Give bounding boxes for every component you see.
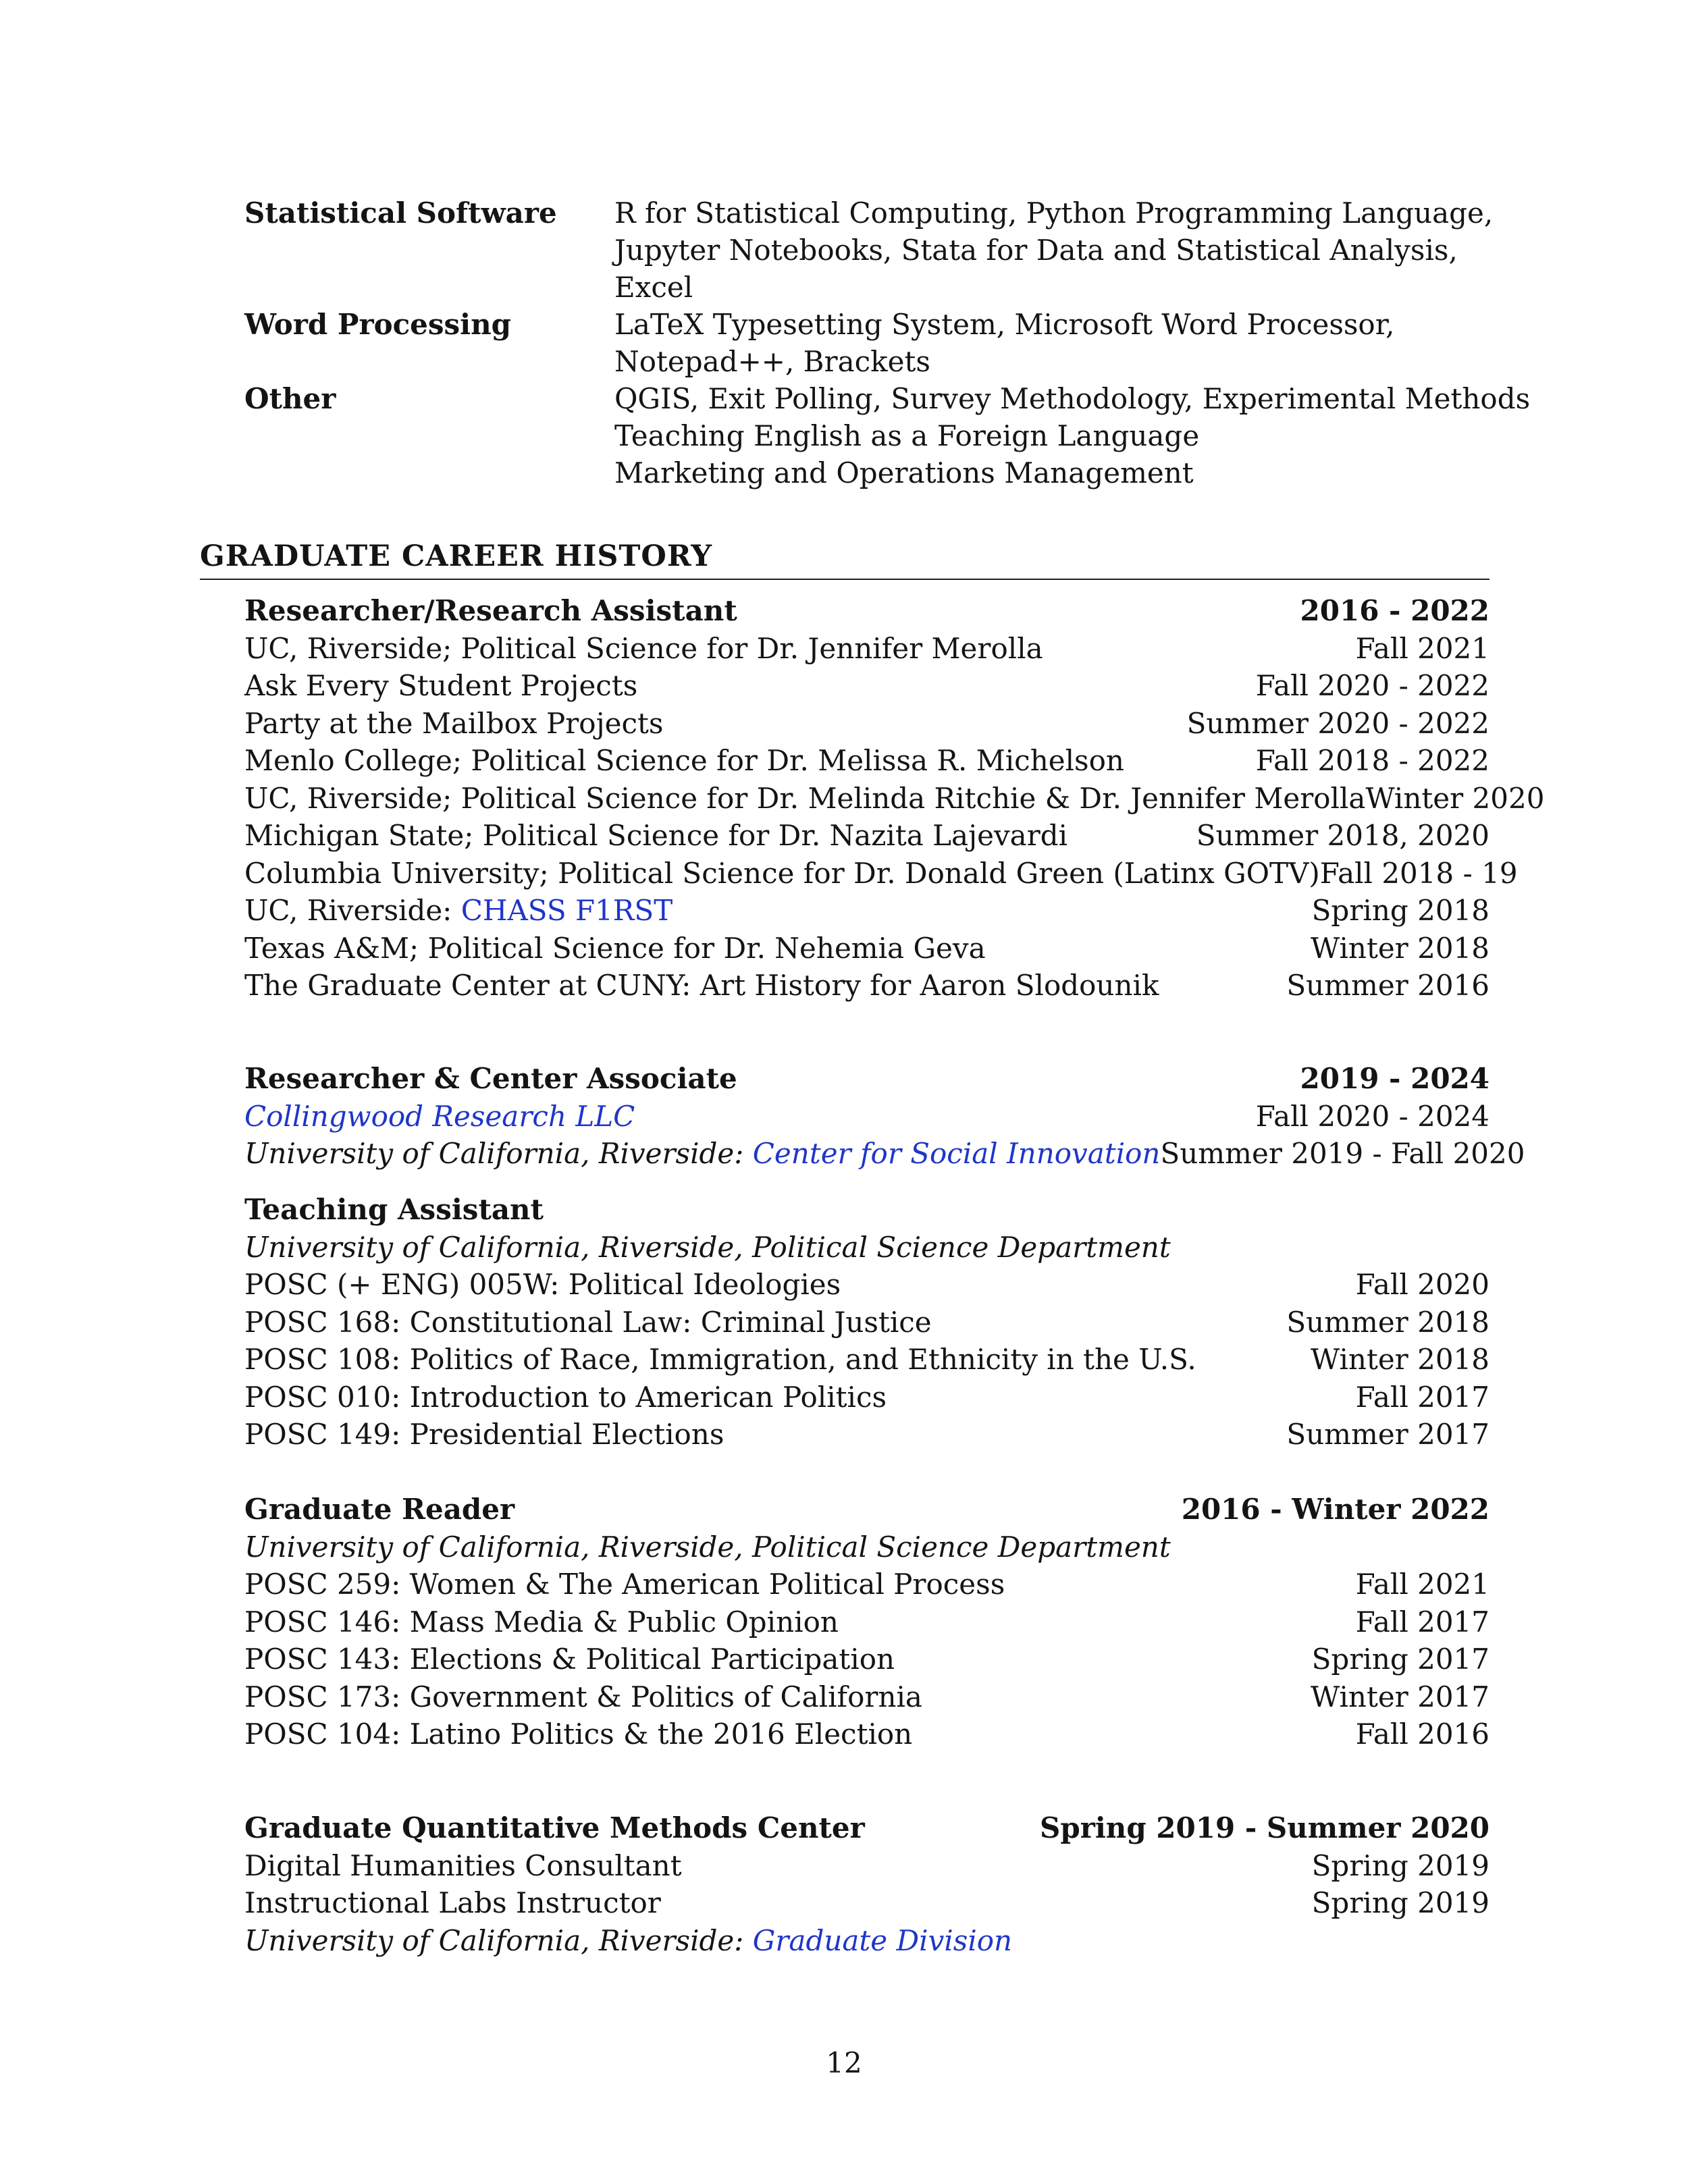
- skill-line: Teaching English as a Foreign Language: [614, 419, 1200, 452]
- list-item: [244, 967, 1489, 1005]
- item-date: Fall 2017: [1355, 1605, 1489, 1639]
- department-line: [244, 1229, 1489, 1267]
- item-date: Spring 2017: [1311, 1643, 1489, 1676]
- skill-items: [614, 194, 1527, 306]
- entry-dates: 2016 - 2022: [1300, 594, 1489, 627]
- skill-label: Word Processing: [244, 308, 512, 341]
- skill-items: [614, 380, 1530, 491]
- list-item: [244, 630, 1489, 668]
- item-text: Michigan State; Political Science for Dr. Nazita Lajevardi: [244, 819, 1068, 852]
- skill-row-word-processing: [244, 306, 1527, 380]
- entry-title: Researcher/Research Assistant: [244, 594, 737, 627]
- item-date: Fall 2020: [1355, 1268, 1489, 1301]
- department-line: [244, 1528, 1489, 1566]
- skill-line: Marketing and Operations Management: [614, 456, 1194, 489]
- item-text-with-link: [244, 1922, 1012, 1960]
- entry-title: Teaching Assistant: [244, 1193, 544, 1226]
- item-date: Summer 2020 - 2022: [1186, 706, 1489, 740]
- item-text-with-link: [244, 892, 672, 930]
- page-number: 12: [826, 2046, 862, 2079]
- item-date: Fall 2020 - 2024: [1255, 1099, 1489, 1133]
- item-text: Instructional Labs Instructor: [244, 1886, 661, 1919]
- chass-first-link[interactable]: CHASS F1RST: [460, 894, 673, 927]
- section-title: GRADUATE CAREER HISTORY: [200, 539, 712, 573]
- section-divider: [200, 579, 1489, 580]
- list-item: [244, 667, 1489, 705]
- list-item: [244, 1847, 1489, 1885]
- center-social-innovation-link[interactable]: Center for Social Innovation: [752, 1137, 1161, 1170]
- entry-dates: Spring 2019 - Summer 2020: [1040, 1811, 1489, 1844]
- item-text: The Graduate Center at CUNY: Art History for Aaron Slodounik: [244, 969, 1159, 1002]
- skill-line: Notepad++, Brackets: [614, 345, 930, 378]
- teaching-assistant-block: [244, 1191, 1489, 1454]
- item-text: Digital Humanities Consultant: [244, 1848, 682, 1882]
- item-date: Winter 2017: [1311, 1680, 1489, 1713]
- list-item: [244, 1641, 1489, 1678]
- item-text: University of California, Riverside:: [244, 1137, 753, 1170]
- item-text: Ask Every Student Projects: [244, 669, 638, 702]
- item-date: Fall 2016: [1355, 1717, 1489, 1751]
- skill-label: Statistical Software: [244, 196, 557, 230]
- center-associate-block: [244, 1060, 1525, 1173]
- entry-title: Researcher & Center Associate: [244, 1062, 737, 1095]
- item-text: POSC 010: Introduction to American Politics: [244, 1380, 887, 1414]
- item-date: Winter 2020: [1365, 781, 1545, 815]
- entry-title: Graduate Reader: [244, 1493, 515, 1526]
- item-date: Summer 2016: [1286, 969, 1489, 1002]
- skill-line: Excel: [614, 271, 693, 304]
- item-text: Texas A&M; Political Science for Dr. Nehemia Geva: [244, 931, 986, 965]
- item-date: Winter 2018: [1311, 931, 1489, 965]
- list-item: [244, 1379, 1489, 1416]
- skill-row-statistical-software: [244, 194, 1527, 306]
- item-text: POSC 168: Constitutional Law: Criminal Justice: [244, 1305, 932, 1339]
- item-text: POSC 149: Presidential Elections: [244, 1418, 724, 1451]
- item-text: POSC 173: Government & Politics of California: [244, 1680, 922, 1713]
- list-item: [244, 705, 1489, 743]
- list-item: [244, 1098, 1489, 1136]
- item-date: Spring 2019: [1311, 1848, 1489, 1882]
- item-text: Menlo College; Political Science for Dr. Melissa R. Michelson: [244, 744, 1124, 777]
- item-date: Spring 2018: [1311, 894, 1489, 927]
- skill-row-other: [244, 380, 1531, 491]
- item-text: POSC 146: Mass Media & Public Opinion: [244, 1605, 839, 1639]
- department-text: University of California, Riverside, Political Science Department: [244, 1530, 1171, 1564]
- research-assistant-block: [244, 592, 1545, 1005]
- list-item: [244, 1135, 1525, 1173]
- item-date: Fall 2017: [1355, 1380, 1489, 1414]
- skill-line: Jupyter Notebooks, Stata for Data and Statistical Analysis,: [614, 234, 1458, 267]
- item-text: UC, Riverside; Political Science for Dr. Melinda Ritchie & Dr. Jennifer Merolla: [244, 781, 1366, 815]
- item-date: Summer 2018: [1286, 1305, 1489, 1339]
- list-item: [244, 1603, 1489, 1641]
- list-item: [244, 855, 1518, 893]
- entry-title: Graduate Quantitative Methods Center: [244, 1811, 865, 1844]
- collingwood-research-link[interactable]: Collingwood Research LLC: [244, 1099, 635, 1133]
- item-text: Columbia University; Political Science for Dr. Donald Green (Latinx GOTV): [244, 856, 1320, 890]
- list-item: [244, 1884, 1489, 1922]
- skill-line: QGIS, Exit Polling, Survey Methodology, Experimental Methods: [614, 382, 1531, 415]
- item-date: Winter 2018: [1311, 1343, 1489, 1376]
- item-date: Fall 2018 - 19: [1319, 856, 1518, 890]
- item-date: Summer 2019 - Fall 2020: [1160, 1137, 1525, 1170]
- list-item: [244, 817, 1489, 855]
- list-item: [244, 1266, 1489, 1304]
- item-date: Fall 2021: [1355, 631, 1489, 665]
- list-item: [244, 1341, 1489, 1379]
- list-item: [244, 1922, 1489, 1960]
- item-text: POSC 108: Politics of Race, Immigration, and Ethnicity in the U.S.: [244, 1343, 1196, 1376]
- list-item: [244, 780, 1545, 818]
- item-date: Fall 2021: [1355, 1568, 1489, 1601]
- item-text: University of California, Riverside:: [244, 1923, 753, 1957]
- list-item: [244, 1566, 1489, 1603]
- entry-header: [244, 1191, 1489, 1229]
- entry-header: [244, 592, 1489, 630]
- item-date: Fall 2020 - 2022: [1255, 669, 1489, 702]
- item-date: Fall 2018 - 2022: [1255, 744, 1489, 777]
- item-text: POSC 104: Latino Politics & the 2016 Election: [244, 1717, 913, 1751]
- skills-table: [244, 194, 1531, 491]
- entry-dates: 2019 - 2024: [1300, 1062, 1489, 1095]
- list-item: [244, 742, 1489, 780]
- item-date: Spring 2019: [1311, 1886, 1489, 1919]
- list-item: [244, 930, 1489, 967]
- item-text: POSC 143: Elections & Political Participation: [244, 1643, 895, 1676]
- entry-dates: 2016 - Winter 2022: [1181, 1493, 1489, 1526]
- list-item: [244, 892, 1489, 930]
- item-text-with-link: [244, 1135, 1160, 1173]
- skill-label: Other: [244, 382, 336, 415]
- graduate-division-link[interactable]: Graduate Division: [752, 1923, 1013, 1957]
- graduate-reader-block: [244, 1491, 1489, 1753]
- list-item: [244, 1416, 1489, 1454]
- department-text: University of California, Riverside, Political Science Department: [244, 1230, 1171, 1264]
- entry-header: [244, 1060, 1489, 1098]
- list-item: [244, 1304, 1489, 1341]
- item-text: UC, Riverside; Political Science for Dr. Jennifer Merolla: [244, 631, 1043, 665]
- item-text: POSC (+ ENG) 005W: Political Ideologies: [244, 1268, 841, 1301]
- skill-items: [614, 306, 1527, 380]
- item-date: Summer 2018, 2020: [1196, 819, 1489, 852]
- entry-header: [244, 1809, 1489, 1847]
- entry-header: [244, 1491, 1489, 1528]
- list-item: [244, 1678, 1489, 1716]
- item-text: POSC 259: Women & The American Political Process: [244, 1568, 1005, 1601]
- item-text: Party at the Mailbox Projects: [244, 706, 664, 740]
- item-date: Summer 2017: [1286, 1418, 1489, 1451]
- item-text: UC, Riverside:: [244, 894, 461, 927]
- skill-line: R for Statistical Computing, Python Programming Language,: [614, 196, 1494, 230]
- list-item: [244, 1715, 1489, 1753]
- gqmc-block: [244, 1809, 1489, 1959]
- skill-line: LaTeX Typesetting System, Microsoft Word Processor,: [614, 308, 1395, 341]
